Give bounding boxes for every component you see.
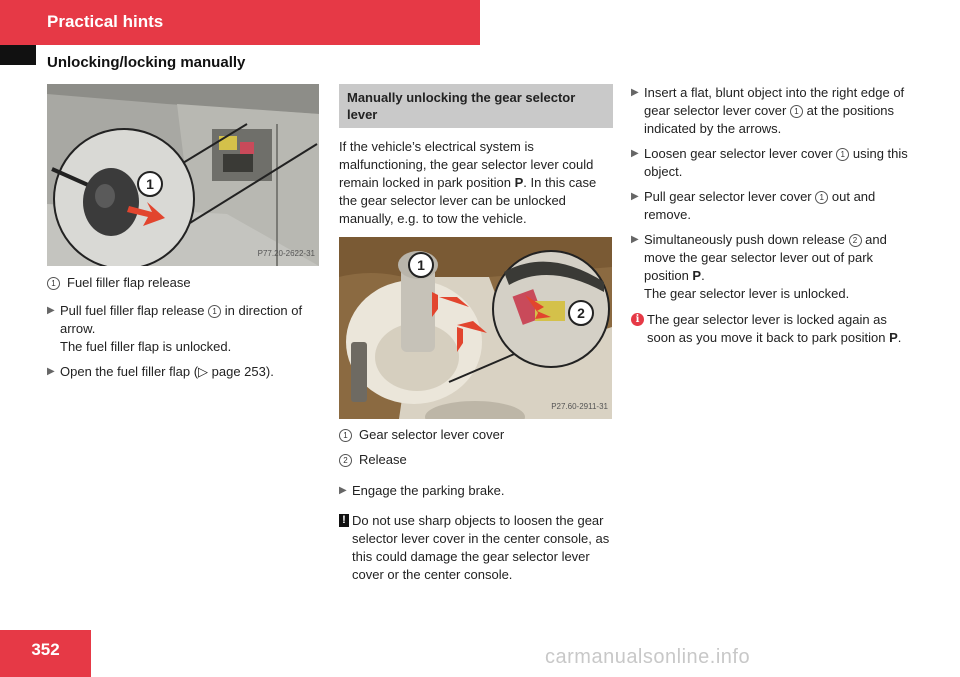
step-arrow-icon: ▶ (631, 234, 639, 245)
header-marker (0, 45, 36, 65)
instruction-step: ▶ Simultaneously push down release 2 and move the gear selector lever out of park position P. The gear selector lever is unlocked. (631, 232, 887, 301)
instruction-step: ▶ Loosen gear selector lever cover 1 using this object. (631, 146, 908, 179)
legend-item (339, 451, 613, 469)
fuel-flap-illustration (47, 84, 319, 266)
left-column (47, 84, 320, 388)
step-result: The fuel filler flap is unlocked. (60, 339, 232, 354)
instruction-step: ▶ Insert a flat, blunt object into the right edge of gear selector lever cover 1 at the positions indicated by the arrows. (631, 85, 905, 136)
callout-1: 1 (146, 176, 154, 192)
callout-number: 1 (47, 277, 60, 290)
page-subtitle: Unlocking/locking manually (47, 54, 246, 71)
legend-item (47, 274, 320, 292)
legend-item (339, 426, 613, 444)
callout-1: 1 (417, 257, 425, 273)
callout-number: 1 (815, 191, 828, 204)
step-arrow-icon: ▶ (47, 305, 55, 316)
figure-code: P27.60-2911-31 (551, 402, 608, 411)
callout-number: 2 (339, 454, 352, 467)
callout-number: 1 (208, 305, 221, 318)
section-heading: Manually unlocking the gear selector lever (339, 84, 613, 128)
warning-icon: ! (339, 514, 349, 527)
legend-text: Release (359, 452, 407, 467)
callout-number: 1 (836, 148, 849, 161)
right-column (631, 84, 909, 347)
gear-selector-illustration (339, 237, 612, 419)
middle-column (339, 84, 613, 584)
gear-selector-figure (339, 237, 612, 419)
page-number: 352 (0, 630, 91, 677)
callout-number: 1 (339, 429, 352, 442)
watermark: carmanualsonline.info (545, 646, 751, 668)
legend-text: Fuel filler flap release (67, 275, 191, 290)
instruction-step: ▶ Pull gear selector lever cover 1 out and remove. (631, 189, 876, 222)
fuel-flap-figure (47, 84, 319, 266)
step-arrow-icon: ▶ (631, 148, 639, 159)
step-arrow-icon: ▶ (631, 87, 639, 98)
page-ref-icon: ▷ (198, 364, 209, 379)
warning-text: Do not use sharp objects to loosen the gear selector lever cover in the center console, as this could damage the gear selector lever cover or the center console. (352, 513, 610, 582)
info-icon: i (631, 313, 644, 326)
callout-number: 2 (849, 234, 862, 247)
legend-text: Gear selector lever cover (359, 427, 505, 442)
intro-paragraph: If the vehicle’s electrical system is malfunctioning, the gear selector lever could remain locked in park position P. In this case the gear selector lever can be unlocked manually, e.g. to tow the vehicle. (339, 139, 597, 226)
step-result: The gear selector lever is unlocked. (644, 286, 850, 301)
callout-number: 1 (790, 105, 803, 118)
instruction-step: ▶ Open the fuel filler flap (▷ page 253). (47, 364, 274, 379)
instruction-step: ▶ Pull fuel filler flap release 1 in direction of arrow. The fuel filler flap is unlocked. (47, 303, 303, 354)
callout-2: 2 (577, 305, 585, 321)
figure-code: P77.20-2622-31 (257, 249, 315, 258)
instruction-step: ▶ Engage the parking brake. (339, 483, 505, 498)
warning-note (339, 512, 613, 584)
step-arrow-icon: ▶ (47, 366, 55, 377)
section-title: Practical hints (47, 12, 164, 31)
step-arrow-icon: ▶ (339, 485, 347, 496)
info-note: i The gear selector lever is locked again as soon as you move it back to park position P. (631, 311, 909, 347)
step-arrow-icon: ▶ (631, 191, 639, 202)
